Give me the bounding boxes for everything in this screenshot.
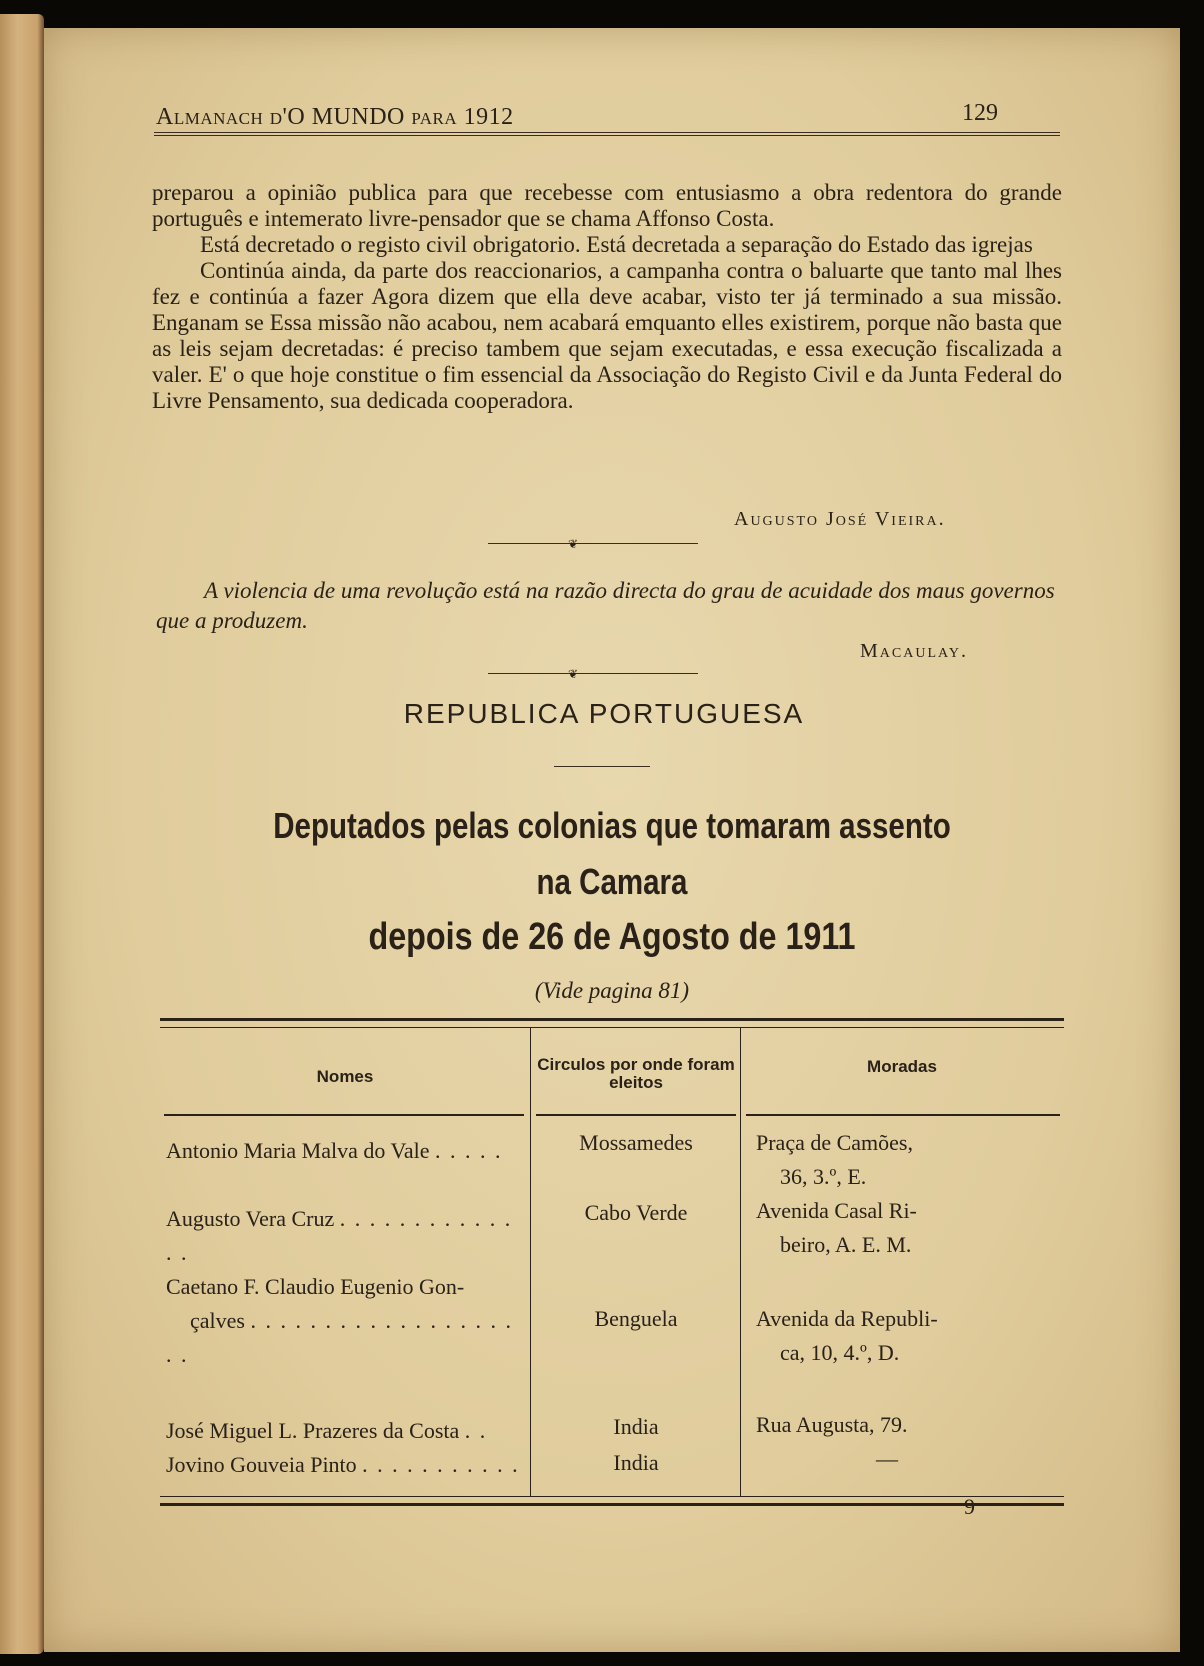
- running-header: [156, 104, 514, 131]
- table-cell-name: [166, 1414, 526, 1448]
- quote-author: Macaulay.: [860, 640, 968, 662]
- address-line: beiro, A. E. M.: [780, 1232, 912, 1257]
- ornament-icon: ❦: [568, 537, 579, 551]
- ornament-icon: ❦: [568, 667, 579, 681]
- deputy-name: Jovino Gouveia Pinto: [166, 1452, 357, 1477]
- paragraph: preparou a opinião publica para que recebesse com entusiasmo a obra redentora do grande português e intemerato livre-pensador que se chama Affonso Costa.: [152, 180, 1062, 231]
- table-cell-address: [756, 1194, 1060, 1262]
- header-title-part1: Almanach d'O: [156, 104, 306, 130]
- ornament-divider: [488, 537, 698, 551]
- deputy-name: José Miguel L. Prazeres da Costa: [166, 1418, 460, 1443]
- table-cell-name: [166, 1202, 526, 1270]
- table-cell-address: [756, 1126, 1060, 1194]
- leader-dots: . . . . . . . . . . . . . .: [166, 1452, 520, 1511]
- page-reference: (Vide pagina 81): [534, 978, 690, 1003]
- header-rule: [154, 132, 1060, 136]
- table-cell-circle: Mossamedes: [579, 1130, 693, 1155]
- book-page: [44, 28, 1180, 1652]
- section-heading: REPUBLICA PORTUGUESA: [403, 698, 805, 729]
- deputy-name: Antonio Maria Malva do Vale: [166, 1138, 430, 1163]
- table-cell-circle: Cabo Verde: [584, 1200, 688, 1225]
- header-title-part3: para 1912: [411, 104, 514, 130]
- header-underline: [164, 1114, 524, 1116]
- address-line: 36, 3.º, E.: [780, 1164, 867, 1189]
- section-title: [261, 798, 963, 910]
- address-line: ca, 10, 4.º, D.: [780, 1340, 900, 1365]
- header-title-part2: MUNDO: [311, 104, 405, 130]
- section-subtitle: depois de 26 de Agosto de 1911: [368, 916, 856, 958]
- leader-dots: . . . . . . . . . . . . . .: [166, 1206, 513, 1265]
- table-cell-circle: Benguela: [594, 1306, 678, 1331]
- table-cell-name: [166, 1134, 526, 1168]
- article-body: [152, 180, 1062, 414]
- header-underline: [746, 1114, 1060, 1116]
- left-page-edge: [0, 14, 44, 1654]
- table-cell-circle: India: [613, 1414, 659, 1439]
- signature-mark: 9: [964, 1494, 975, 1519]
- title-line: na Camara: [536, 861, 688, 902]
- ornament-divider: [488, 667, 698, 681]
- article-signature: Augusto José Vieira.: [734, 508, 946, 530]
- paragraph: Está decretado o registo civil obrigatorio. Está decretada a separação do Estado das igrejas: [200, 232, 1033, 257]
- deputy-name: Caetano F. Claudio Eugenio Gon-: [166, 1274, 465, 1299]
- column-header-names: Nomes: [316, 1067, 374, 1086]
- deputy-name: Augusto Vera Cruz: [166, 1206, 335, 1231]
- table-cell-address: [756, 1302, 1060, 1370]
- page-number: 129: [962, 100, 998, 126]
- leader-dots: . .: [464, 1418, 488, 1443]
- title-line: Deputados pelas colonias que tomaram assento: [273, 805, 951, 846]
- leader-dots: . . . . .: [435, 1138, 503, 1163]
- table-top-rule: [160, 1018, 1064, 1028]
- column-header-circles: Circulos por onde foram eleitos: [537, 1055, 735, 1092]
- table-cell-name: [166, 1270, 526, 1372]
- address-line: Praça de Camões,: [756, 1130, 913, 1155]
- column-divider: [530, 1028, 531, 1496]
- quote-text: A violencia de uma revolução está na razão directa do grau de acuidade dos maus governos que a produzem.: [156, 578, 1055, 633]
- leader-dots: . . . . . . . . . . . . . . . . . . . .: [166, 1308, 513, 1367]
- table-cell-address: —: [876, 1446, 898, 1471]
- table-cell-circle: India: [613, 1450, 659, 1475]
- column-header-addresses: Moradas: [867, 1057, 937, 1076]
- header-underline: [536, 1114, 736, 1116]
- section-rule: [554, 766, 650, 767]
- table-bottom-rule: [160, 1496, 1064, 1506]
- table-cell-address: Rua Augusta, 79.: [756, 1412, 908, 1437]
- column-divider: [740, 1028, 741, 1496]
- paragraph: Continúa ainda, da parte dos reaccionarios, a campanha contra o baluarte que tanto mal lhes fez e continúa a fazer Agora dizem que ella deve acabar, visto ter já terminado a sua missão. Enganam se Essa missão não acabou, nem acabará emquanto elles existirem, porque não basta que as leis sejam decretadas: é preciso tambem que sejam executadas, e essa execução fiscalizada a valer. E' o que hoje constitue o fim essencial da Associação do Registo Civil e da Junta Federal do Livre Pensamento, sua dedicada cooperadora.: [152, 258, 1062, 413]
- address-line: Avenida da Republi-: [756, 1306, 938, 1331]
- address-line: Avenida Casal Ri-: [756, 1198, 917, 1223]
- deputy-name-cont: çalves: [190, 1308, 245, 1333]
